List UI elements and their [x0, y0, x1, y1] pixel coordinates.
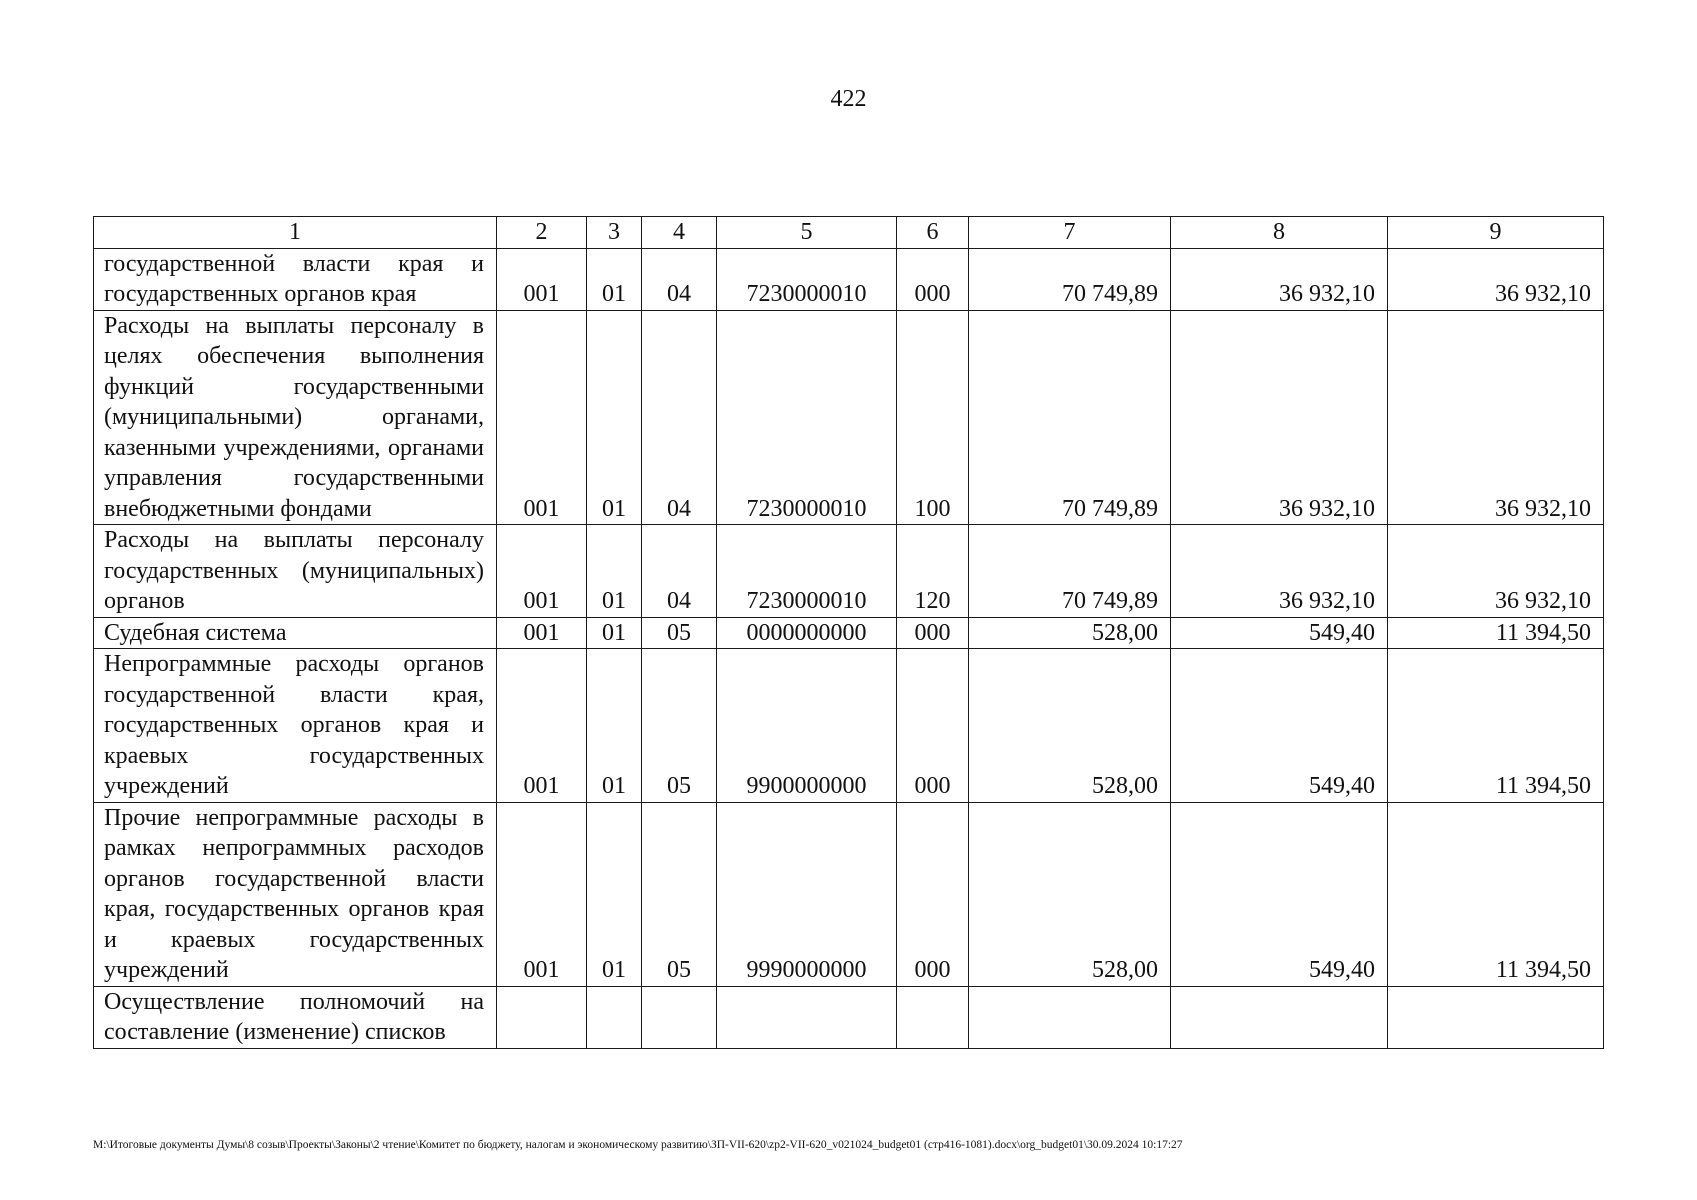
- target-article-cell: 9990000000: [717, 802, 897, 986]
- subsection-code-cell: 05: [642, 617, 717, 649]
- target-article-cell: [717, 986, 897, 1048]
- column-number: 6: [897, 217, 969, 249]
- expense-type-cell: 000: [897, 802, 969, 986]
- amount-col9-cell: [1388, 986, 1604, 1048]
- page-number: 422: [830, 86, 867, 112]
- expense-name-cell: Расходы на выплаты персоналу в целях обеспечения выполнения функций государственными (муниципальными) органами, казенными учреждениями, органами управления государственными внебюджетными фондами: [94, 310, 497, 525]
- expense-name-cell: Непрограммные расходы органов государственной власти края, государственных органов края и краевых государственных учреждений: [94, 649, 497, 803]
- expense-type-cell: [897, 986, 969, 1048]
- expense-type-cell: 100: [897, 310, 969, 525]
- ministry-code-cell: 001: [497, 248, 587, 310]
- column-number-row: [94, 217, 1604, 249]
- expense-type-cell: 120: [897, 525, 969, 618]
- amount-col8-cell: [1171, 986, 1388, 1048]
- expense-type-cell: 000: [897, 248, 969, 310]
- amount-col8-cell: 36 932,10: [1171, 525, 1388, 618]
- column-number: 4: [642, 217, 717, 249]
- budget-table: [93, 216, 1604, 1049]
- column-number: 5: [717, 217, 897, 249]
- subsection-code-cell: 04: [642, 310, 717, 525]
- amount-col9-cell: 36 932,10: [1388, 525, 1604, 618]
- amount-col9-cell: 11 394,50: [1388, 617, 1604, 649]
- section-code-cell: 01: [587, 248, 642, 310]
- ministry-code-cell: [497, 986, 587, 1048]
- column-number: 9: [1388, 217, 1604, 249]
- amount-col8-cell: 36 932,10: [1171, 310, 1388, 525]
- subsection-code-cell: 05: [642, 802, 717, 986]
- target-article-cell: 7230000010: [717, 525, 897, 618]
- table-row: [94, 617, 1604, 649]
- expense-name-cell: Расходы на выплаты персоналу государственных (муниципальных) органов: [94, 525, 497, 618]
- table-row: [94, 802, 1604, 986]
- amount-col8-cell: 549,40: [1171, 649, 1388, 803]
- ministry-code-cell: 001: [497, 310, 587, 525]
- section-code-cell: 01: [587, 525, 642, 618]
- subsection-code-cell: [642, 986, 717, 1048]
- amount-col7-cell: 528,00: [969, 649, 1171, 803]
- amount-col7-cell: 528,00: [969, 617, 1171, 649]
- table-row: [94, 986, 1604, 1048]
- target-article-cell: 9900000000: [717, 649, 897, 803]
- target-article-cell: 7230000010: [717, 310, 897, 525]
- amount-col7-cell: 70 749,89: [969, 248, 1171, 310]
- column-number: 3: [587, 217, 642, 249]
- amount-col7-cell: 70 749,89: [969, 525, 1171, 618]
- amount-col7-cell: [969, 986, 1171, 1048]
- amount-col9-cell: 36 932,10: [1388, 248, 1604, 310]
- amount-col9-cell: 11 394,50: [1388, 649, 1604, 803]
- expense-type-cell: 000: [897, 649, 969, 803]
- target-article-cell: 7230000010: [717, 248, 897, 310]
- ministry-code-cell: 001: [497, 525, 587, 618]
- amount-col8-cell: 36 932,10: [1171, 248, 1388, 310]
- subsection-code-cell: 04: [642, 525, 717, 618]
- document-file-path: M:\Итоговые документы Думы\8 созыв\Проекты\Законы\2 чтение\Комитет по бюджету, налогам и экономическому развитию\ЗП-VII-620\zp2-VII-620_v021024_budget01 (стр416-1081).docx\org_budget01\30.09.2024 10:17:27: [93, 1139, 1183, 1151]
- ministry-code-cell: 001: [497, 649, 587, 803]
- amount-col8-cell: 549,40: [1171, 617, 1388, 649]
- table-row: [94, 525, 1604, 618]
- table-row: [94, 649, 1604, 803]
- target-article-cell: 0000000000: [717, 617, 897, 649]
- section-code-cell: 01: [587, 310, 642, 525]
- column-number: 8: [1171, 217, 1388, 249]
- table-row: [94, 310, 1604, 525]
- ministry-code-cell: 001: [497, 617, 587, 649]
- expense-type-cell: 000: [897, 617, 969, 649]
- table-row: [94, 248, 1604, 310]
- table-body: [94, 217, 1604, 1049]
- subsection-code-cell: 05: [642, 649, 717, 803]
- section-code-cell: 01: [587, 802, 642, 986]
- ministry-code-cell: 001: [497, 802, 587, 986]
- expense-name-cell: Судебная система: [94, 617, 497, 649]
- amount-col9-cell: 11 394,50: [1388, 802, 1604, 986]
- subsection-code-cell: 04: [642, 248, 717, 310]
- column-number: 7: [969, 217, 1171, 249]
- section-code-cell: 01: [587, 649, 642, 803]
- column-number: 1: [94, 217, 497, 249]
- column-number: 2: [497, 217, 587, 249]
- expense-name-cell: Прочие непрограммные расходы в рамках непрограммных расходов органов государственной власти края, государственных органов края и краевых государственных учреждений: [94, 802, 497, 986]
- section-code-cell: [587, 986, 642, 1048]
- expense-name-cell: Осуществление полномочий на составление (изменение) списков: [94, 986, 497, 1048]
- amount-col8-cell: 549,40: [1171, 802, 1388, 986]
- amount-col7-cell: 70 749,89: [969, 310, 1171, 525]
- section-code-cell: 01: [587, 617, 642, 649]
- amount-col7-cell: 528,00: [969, 802, 1171, 986]
- amount-col9-cell: 36 932,10: [1388, 310, 1604, 525]
- expense-name-cell: государственной власти края и государственных органов края: [94, 248, 497, 310]
